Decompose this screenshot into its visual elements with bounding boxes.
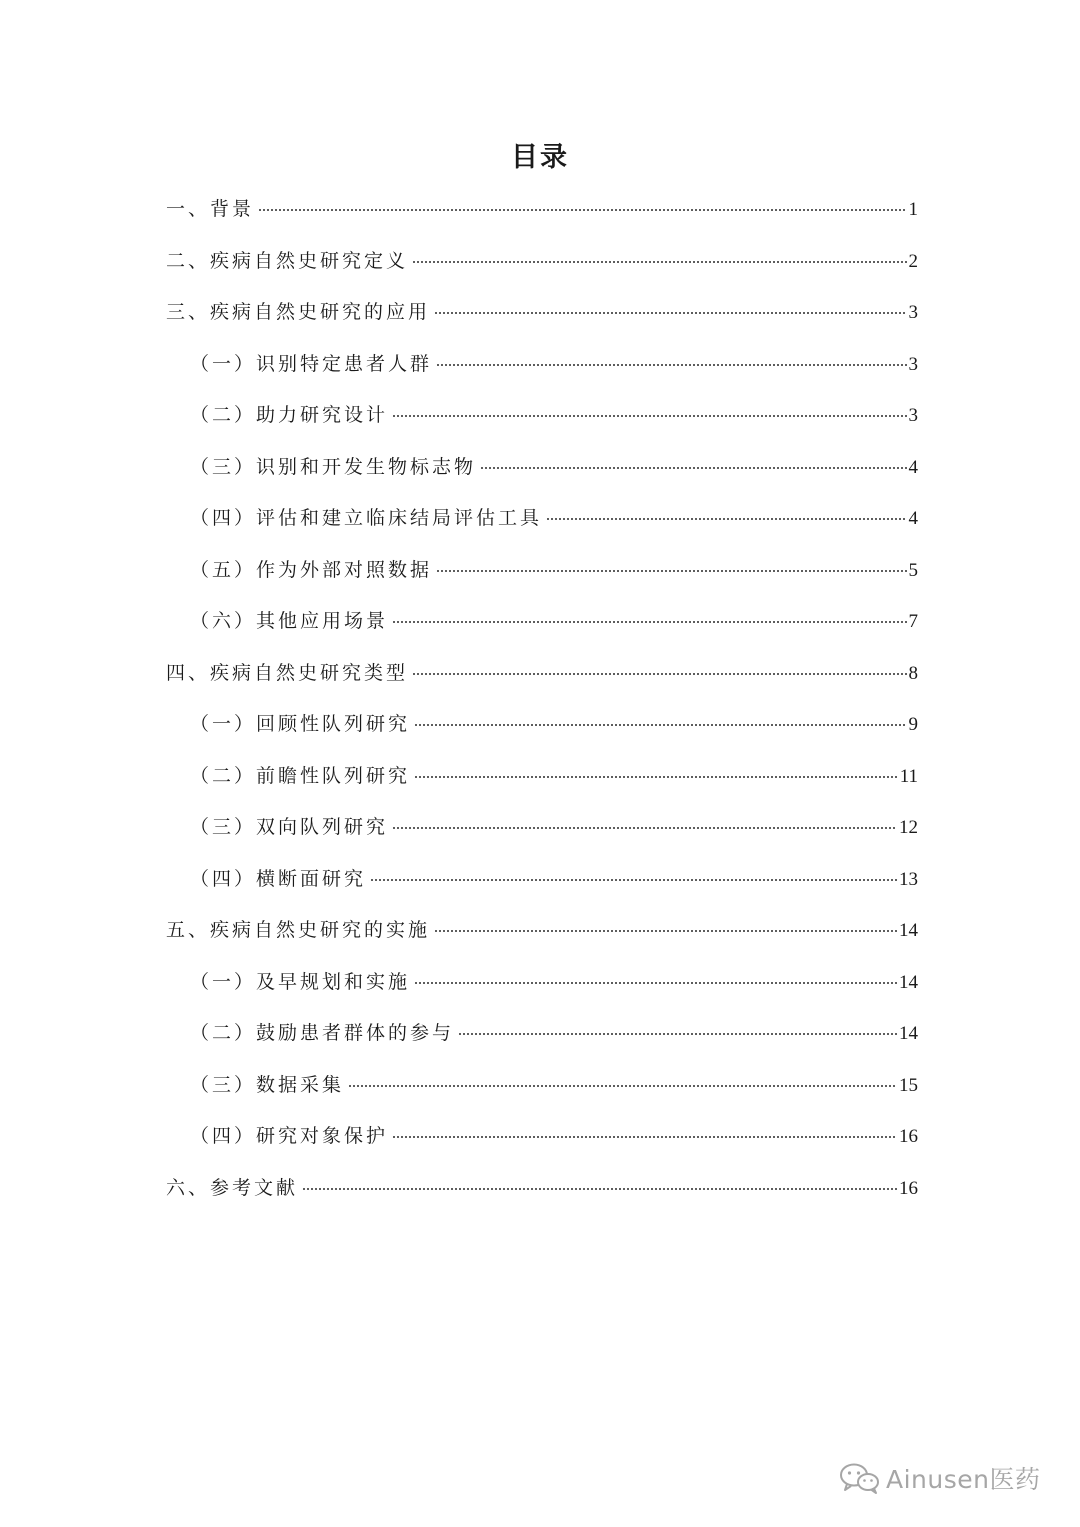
dot-leader: [392, 1135, 897, 1139]
dot-leader: [302, 1187, 897, 1191]
toc-entry: [190, 710, 918, 738]
dot-leader: [434, 929, 897, 933]
toc-entry: [166, 1174, 918, 1202]
toc-entry-label: （二）前瞻性队列研究: [190, 765, 411, 787]
toc-entry: [190, 762, 918, 790]
toc-entry: [190, 556, 918, 584]
dot-leader: [436, 569, 906, 573]
toc-entry-label: （四）横断面研究: [190, 868, 367, 890]
toc-entry: [190, 1122, 918, 1150]
toc-entry-page: 13: [899, 869, 918, 890]
dot-leader: [348, 1084, 897, 1088]
toc-entry-label: （二）助力研究设计: [190, 404, 389, 426]
toc-entry-label: （三）识别和开发生物标志物: [190, 456, 477, 478]
toc-entry-label: （一）回顾性队列研究: [190, 713, 411, 735]
toc-entry: [190, 504, 918, 532]
toc-entry: [190, 968, 918, 996]
watermark-text: Ainusen医药: [886, 1465, 1041, 1494]
toc-entry: [166, 916, 918, 944]
dot-leader: [434, 311, 906, 315]
toc-entry-label: （三）数据采集: [190, 1074, 345, 1096]
toc-entry-page: 1: [908, 199, 918, 220]
toc-entry-page: 16: [899, 1178, 918, 1199]
toc-entry-label: （一）及早规划和实施: [190, 971, 411, 993]
toc-entry: [166, 195, 918, 223]
toc-entry-page: 9: [908, 714, 918, 735]
toc-entry-label: 六、参考文献: [166, 1177, 299, 1199]
toc-entry-page: 4: [908, 457, 918, 478]
dot-leader: [458, 1032, 897, 1036]
dot-leader: [392, 826, 897, 830]
toc-entry-page: 3: [908, 405, 918, 426]
toc-entry-label: 四、疾病自然史研究类型: [166, 662, 409, 684]
toc-entry: [190, 401, 918, 429]
toc-entry-page: 5: [908, 560, 918, 581]
toc-entry-label: （四）评估和建立临床结局评估工具: [190, 507, 543, 529]
toc-entry: [190, 350, 918, 378]
toc-entry-label: 一、背景: [166, 198, 255, 220]
toc-entry-page: 11: [899, 766, 918, 787]
toc-entry-label: （五）作为外部对照数据: [190, 559, 433, 581]
watermark: [838, 1458, 1068, 1498]
toc-entry-page: 12: [899, 817, 918, 838]
dot-leader: [480, 466, 906, 470]
dot-leader: [392, 414, 906, 418]
dot-leader: [436, 363, 906, 367]
toc-title: 目录: [511, 142, 569, 173]
dot-leader: [370, 878, 897, 882]
dot-leader: [414, 981, 897, 985]
toc-entry: [190, 1019, 918, 1047]
toc-entry-label: （二）鼓励患者群体的参与: [190, 1022, 455, 1044]
wechat-icon: [838, 1461, 882, 1495]
toc-entry: [166, 298, 918, 326]
toc-entry-page: 4: [908, 508, 918, 529]
toc-entry: [190, 453, 918, 481]
dot-leader: [414, 775, 898, 779]
toc-entry-page: 3: [908, 302, 918, 323]
toc-entry: [190, 813, 918, 841]
toc-entry-page: 7: [908, 611, 918, 632]
toc-entry: [166, 247, 918, 275]
toc-entry-label: 五、疾病自然史研究的实施: [166, 919, 431, 941]
toc-entry-page: 14: [899, 920, 918, 941]
toc-entry-label: （三）双向队列研究: [190, 816, 389, 838]
toc-entry-page: 14: [899, 1023, 918, 1044]
toc-entry-page: 14: [899, 972, 918, 993]
dot-leader: [392, 620, 906, 624]
toc-entry-page: 2: [908, 251, 918, 272]
toc-entry-label: （四）研究对象保护: [190, 1125, 389, 1147]
dot-leader: [414, 723, 906, 727]
dot-leader: [258, 208, 906, 212]
dot-leader: [546, 517, 906, 521]
toc-entry-page: 16: [899, 1126, 918, 1147]
toc-entry: [190, 865, 918, 893]
toc-entry-page: 15: [899, 1075, 918, 1096]
toc-entry: [190, 607, 918, 635]
toc-entry-label: 二、疾病自然史研究定义: [166, 250, 409, 272]
toc-entry-label: （六）其他应用场景: [190, 610, 389, 632]
toc-entry: [190, 1071, 918, 1099]
toc-entry-label: 三、疾病自然史研究的应用: [166, 301, 431, 323]
toc-entry-label: （一）识别特定患者人群: [190, 353, 433, 375]
dot-leader: [412, 260, 906, 264]
dot-leader: [412, 672, 906, 676]
toc-entry: [166, 659, 918, 687]
toc-entry-page: 3: [908, 354, 918, 375]
toc-entry-page: 8: [908, 663, 918, 684]
